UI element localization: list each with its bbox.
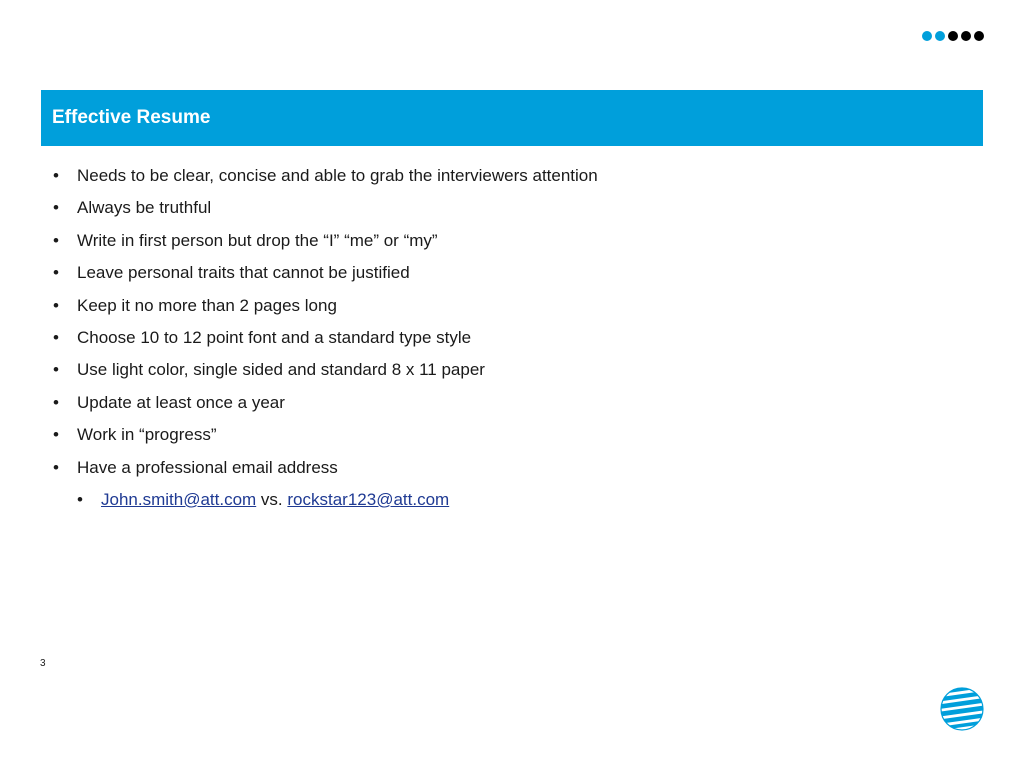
dot <box>974 31 984 41</box>
email-link-good[interactable]: John.smith@att.com <box>101 489 257 509</box>
bullet-text: Use light color, single sided and standard 8 x 11 paper <box>77 360 485 380</box>
dot <box>922 31 932 41</box>
title-bar <box>41 90 983 146</box>
email-separator: vs. <box>256 489 288 509</box>
bullet-mark: • <box>53 392 59 412</box>
bullet-item <box>53 419 598 451</box>
bullet-list <box>53 160 598 516</box>
bullet-text: Update at least once a year <box>77 392 285 412</box>
bullet-text: Write in first person but drop the “I” “me” or “my” <box>77 230 438 250</box>
bullet-item <box>53 387 598 419</box>
bullet-text: Always be truthful <box>77 198 212 218</box>
bullet-item <box>53 160 598 192</box>
bullet-text: Choose 10 to 12 point font and a standard type style <box>77 327 472 347</box>
bullet-mark: • <box>53 263 59 283</box>
bullet-mark: • <box>53 295 59 315</box>
bullet-item <box>53 290 598 322</box>
dot <box>935 31 945 41</box>
bullet-item <box>53 322 598 354</box>
bullet-mark: • <box>53 230 59 250</box>
dot <box>961 31 971 41</box>
bullet-mark: • <box>53 425 59 445</box>
bullet-mark: • <box>53 327 59 347</box>
att-globe-icon <box>939 686 985 732</box>
bullet-mark: • <box>53 457 59 477</box>
sub-bullet-item <box>53 484 598 516</box>
bullet-mark: • <box>53 360 59 380</box>
bullet-text: Needs to be clear, concise and able to grab the interviewers attention <box>77 166 598 185</box>
header-dots-icon <box>922 31 984 41</box>
bullet-text: Work in “progress” <box>77 425 217 445</box>
bullet-text: Leave personal traits that cannot be justified <box>77 263 410 283</box>
bullet-mark: • <box>77 489 83 509</box>
bullet-text: Have a professional email address <box>77 457 338 477</box>
bullet-item <box>53 452 598 484</box>
bullet-item <box>53 257 598 289</box>
bullet-text: Keep it no more than 2 pages long <box>77 295 337 315</box>
bullet-mark: • <box>53 166 59 185</box>
bullet-mark: • <box>53 198 59 218</box>
dot <box>948 31 958 41</box>
bullet-item <box>53 225 598 257</box>
page-number: 3 <box>40 658 46 669</box>
bullet-item <box>53 192 598 224</box>
bullet-item <box>53 354 598 386</box>
email-link-bad[interactable]: rockstar123@att.com <box>287 489 450 509</box>
slide-title: Effective Resume <box>52 107 211 128</box>
